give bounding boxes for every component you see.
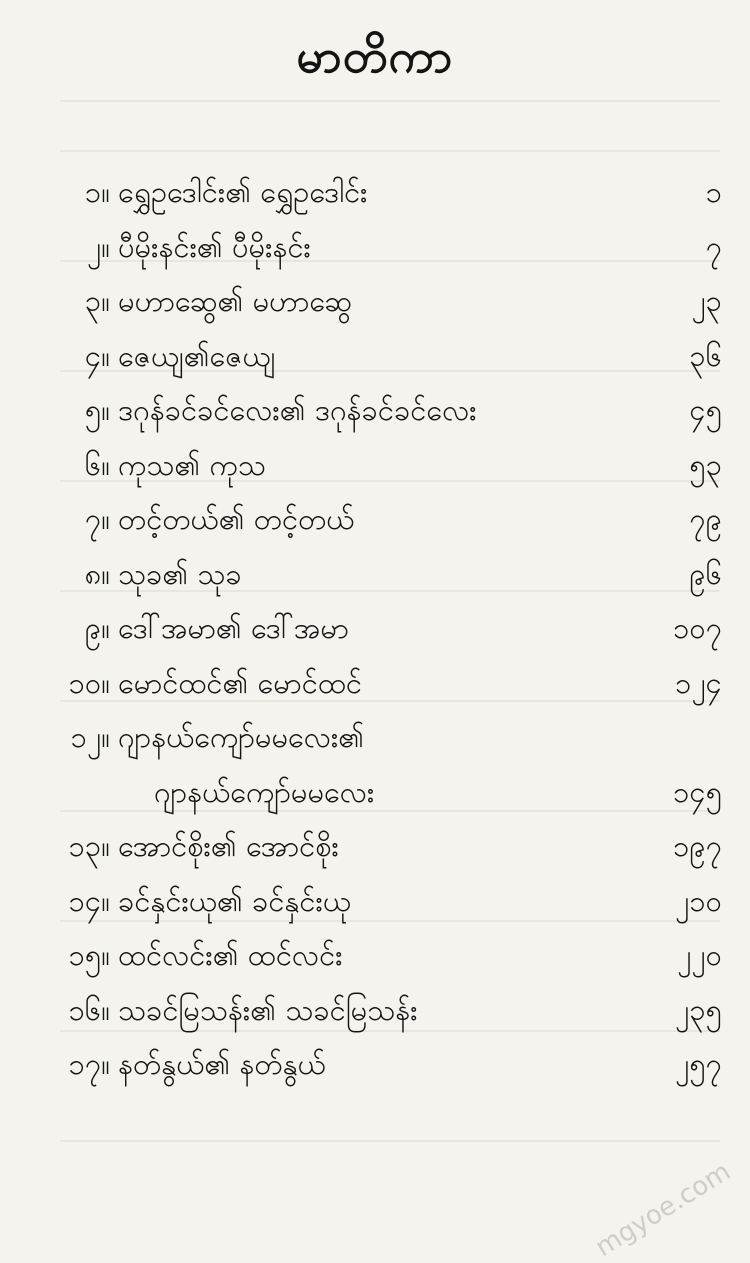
toc-entry-title: ရွှေဥဒေါင်း၏ ရွှေဥဒေါင်း [118,175,368,209]
bleed-line [60,1140,720,1142]
toc-row [0,274,750,329]
toc-entry-number: ၃။ [84,284,110,318]
toc-entry-number: ၁၀။ [68,665,110,700]
toc-entry-number: ၇။ [84,502,110,536]
toc-entry-title: ဇေယျ၏ဇေယျ [118,338,276,373]
table-of-contents [0,165,750,1092]
toc-row [0,983,750,1038]
toc-entry-page-number: ၂၅၇ [675,1047,722,1081]
toc-entry-title: ကုသ၏ ကုသ [118,447,266,482]
toc-entry-page-number: ၂၁၀ [675,883,722,918]
bleed-line [60,150,720,152]
toc-entry-title: ပီမိုးနင်း၏ ပီမိုးနင်း [118,229,311,264]
toc-entry-number: ၁၂။ [70,720,110,754]
page-title: မာတိကာ [296,29,454,83]
toc-entry-number: ၁၆။ [68,992,110,1027]
toc-entry-title: တင့်တယ်၏ တင့်တယ် [118,502,355,536]
toc-entry-page-number: ၁၀၇ [673,611,722,645]
toc-entry-page-number: ၇၉ [689,502,722,536]
toc-entry-number: ၈။ [84,556,110,591]
toc-entry-page-number: ၂၃၅ [675,992,722,1027]
toc-row [0,819,750,874]
toc-row [0,928,750,983]
toc-entry-title: ဒေါ်အမာ၏ ဒေါ်အမာ [118,611,349,645]
toc-row [0,220,750,275]
toc-row [0,438,750,493]
toc-entry-title: နတ်နွယ်၏ နတ်နွယ် [118,1047,326,1081]
toc-row [0,492,750,547]
toc-entry-number: ၁၇။ [68,1047,110,1081]
toc-entry-page-number: ၁၂၄ [675,665,722,700]
toc-entry-page-number: ၇ [705,229,722,264]
toc-entry-number: ၁၅။ [68,938,110,972]
toc-entry-number: ၁၃။ [68,829,110,863]
toc-entry-title: ဒဂုန်ခင်ခင်လေး၏ ဒဂုန်ခင်ခင်လေး [118,393,477,427]
toc-row [0,165,750,220]
toc-entry-page-number: ၉၆ [689,556,722,591]
toc-entry-page-number: ၅၃ [689,447,722,482]
toc-entry-title: အောင်စိုး၏ အောင်စိုး [118,829,339,863]
toc-entry-page-number: ၁၉၇ [673,829,722,863]
toc-row [0,710,750,765]
toc-row [0,601,750,656]
toc-entry-page-number: ၂၂၀ [677,938,722,972]
toc-row [0,547,750,602]
toc-row [0,656,750,711]
watermark: mgyoe.com [590,1156,736,1263]
toc-entry-number: ၆။ [84,447,110,482]
toc-row [0,1037,750,1092]
toc-entry-title: ထင်လင်း၏ ထင်လင်း [118,938,343,972]
toc-entry-title: သုခ၏ သုခ [118,556,242,591]
toc-entry-title: ဂျာနယ်ကျော်မမလေး၏ [118,720,365,754]
toc-entry-number: ၅။ [84,393,110,427]
toc-entry-number: ၁။ [84,175,110,209]
toc-entry-page-number: ၄၅ [689,393,722,427]
toc-entry-title: မဟာဆွေ၏ မဟာဆွေ [118,284,353,318]
toc-entry-page-number: ၂၃ [691,284,722,318]
toc-entry-title: မောင်ထင်၏ မောင်ထင် [118,665,362,700]
toc-entry-number: ၄။ [84,338,110,373]
toc-entry-title: ဂျာနယ်ကျော်မမလေး [154,774,375,809]
toc-entry-title: သခင်မြသန်း၏ သခင်မြသန်း [118,992,418,1027]
toc-entry-number: ၁၄။ [68,883,110,918]
toc-row [0,383,750,438]
toc-row [0,765,750,820]
toc-entry-title: ခင်နှင်းယု၏ ခင်နှင်းယု [118,883,352,918]
toc-row [0,874,750,929]
toc-entry-number: ၂။ [86,229,110,264]
toc-entry-page-number: ၃၆ [689,338,722,373]
bleed-line [60,100,720,102]
toc-row [0,329,750,384]
toc-entry-page-number: ၁ [705,175,722,209]
toc-entry-number: ၉။ [84,611,110,645]
toc-entry-page-number: ၁၄၅ [673,774,722,809]
